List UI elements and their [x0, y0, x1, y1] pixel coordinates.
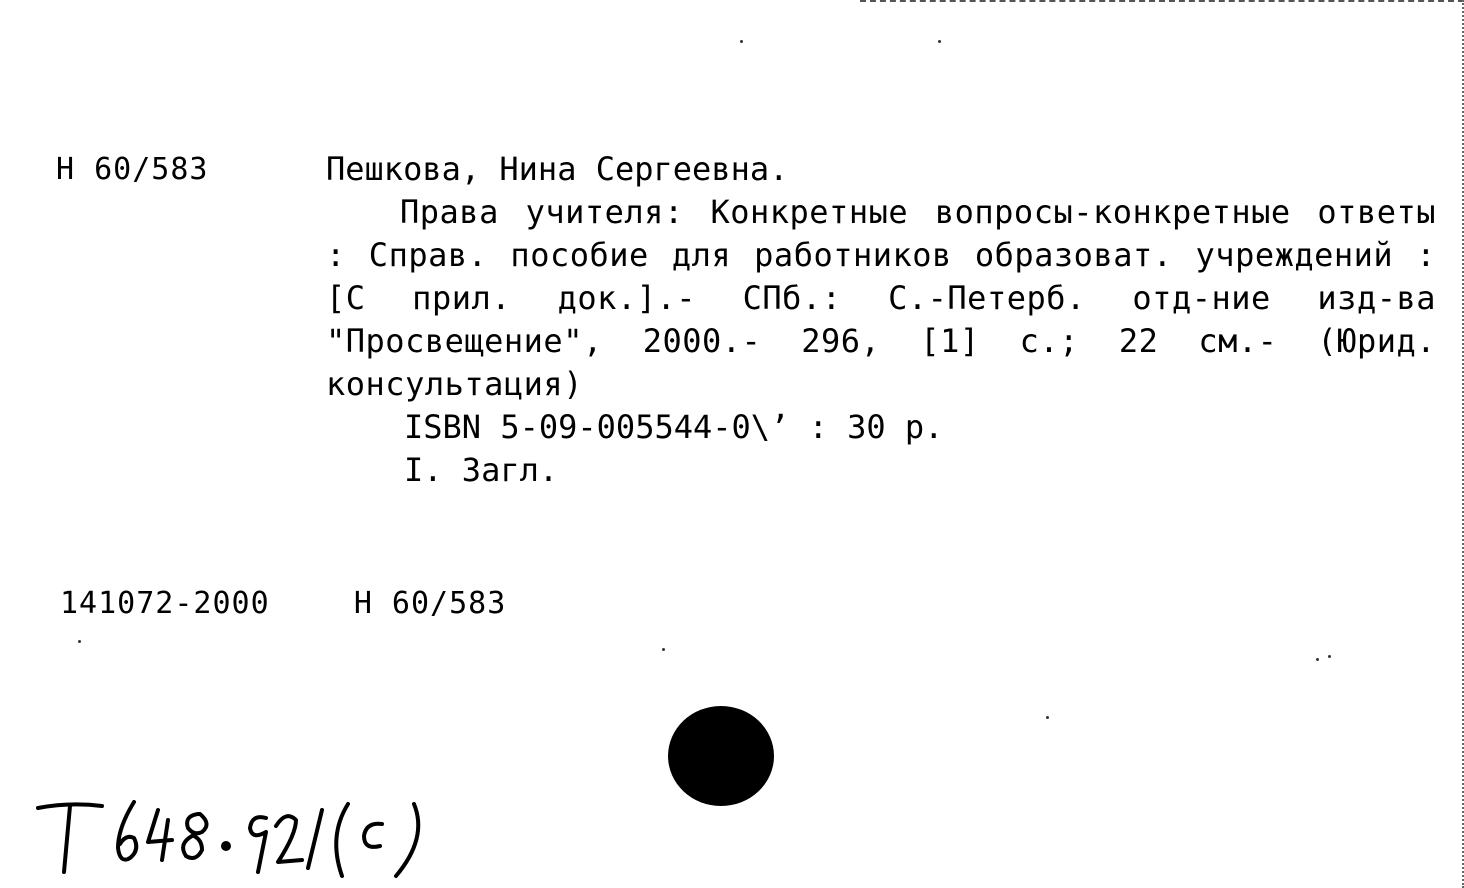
handwritten-classification	[30, 780, 450, 880]
card-right-edge	[1459, 0, 1464, 888]
scan-speck	[78, 640, 81, 643]
scan-speck	[1328, 655, 1331, 658]
punch-hole	[668, 706, 774, 806]
accession-number: 141072-2000	[60, 586, 270, 621]
shelfmark: Н 60/583	[56, 152, 209, 187]
card-footer	[60, 586, 506, 621]
scan-speck	[740, 40, 743, 43]
title-tracing: I. Загл.	[404, 451, 559, 489]
author-heading: Пешкова, Нина Сергеевна.	[326, 150, 789, 188]
bibliographic-entry	[326, 148, 1436, 492]
scan-speck	[938, 40, 941, 43]
footer-shelfmark: Н 60/583	[353, 586, 507, 621]
scan-speck	[1316, 658, 1319, 661]
isbn-line: ISBN 5-09-005544-0\ʼ : 30 р.	[404, 408, 944, 446]
title-description: Права учителя: Конкретные вопросы-конкретные ответы : Справ. пособие для работников образоват. учреждений : [С прил. док.].- СПб.: С.-Петерб. отд-ние изд-ва "Просвещение", 2000.- 296, [1] с.; 22 см.- (Юрид. консультация)	[326, 193, 1436, 403]
scan-speck	[1046, 716, 1049, 719]
card-top-edge	[860, 0, 1464, 5]
scan-speck	[662, 648, 665, 651]
